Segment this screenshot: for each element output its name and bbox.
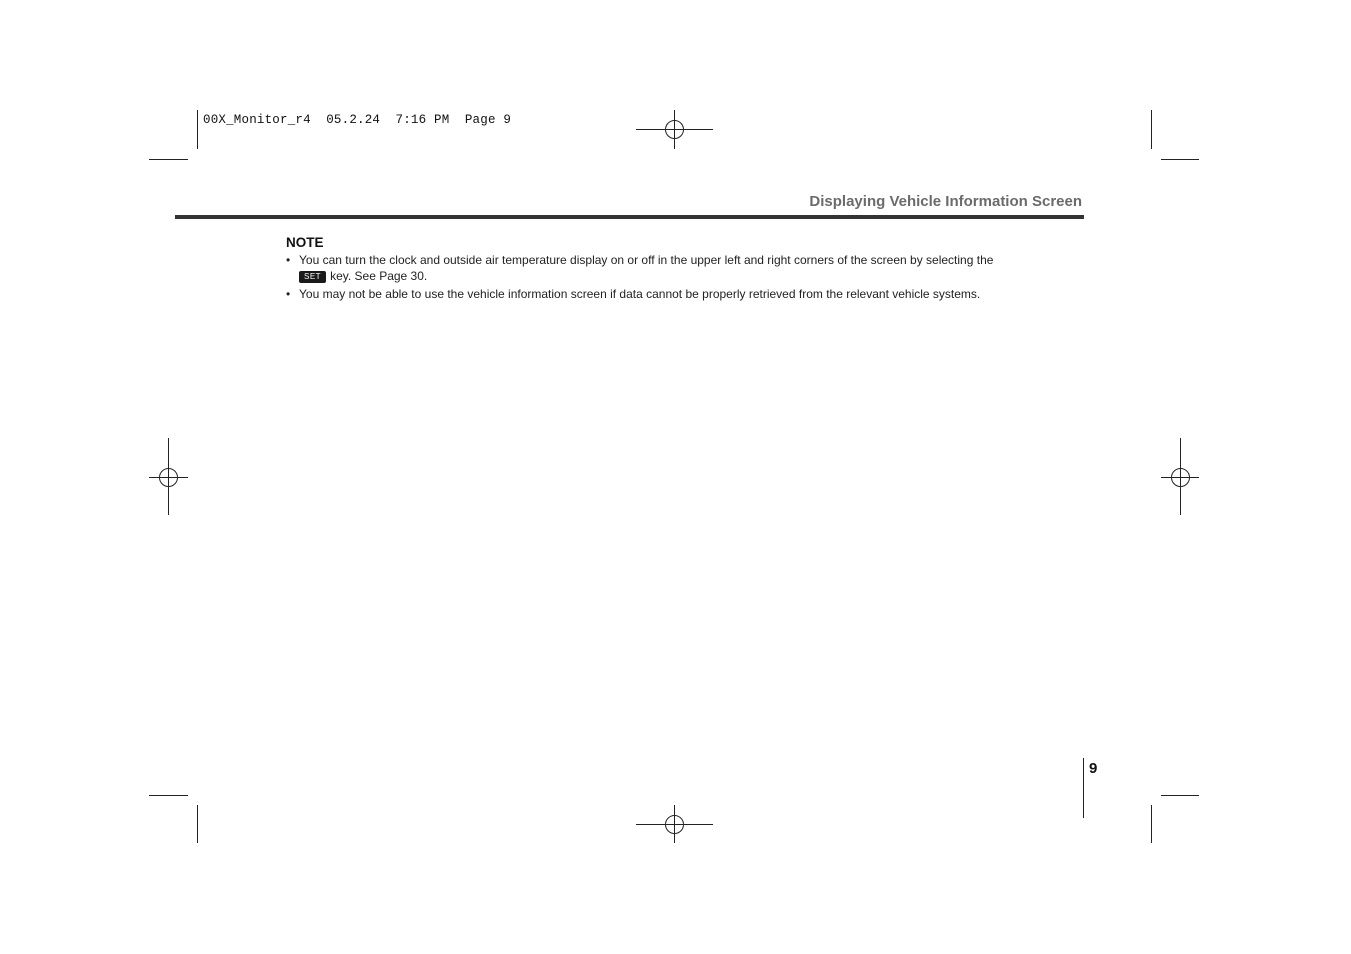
section-title: Displaying Vehicle Information Screen bbox=[809, 193, 1082, 210]
list-item bbox=[286, 286, 1058, 302]
note-list bbox=[286, 252, 1058, 304]
crop-mark bbox=[149, 795, 188, 796]
crop-mark bbox=[149, 159, 188, 160]
note-text: You can turn the clock and outside air temperature display on or off in the upper left and right corners of the screen by selecting the bbox=[299, 253, 994, 267]
crop-mark bbox=[197, 805, 198, 843]
printer-slug: 00X_Monitor_r4 05.2.24 7:16 PM Page 9 bbox=[203, 113, 512, 127]
set-key-icon: SET bbox=[299, 271, 326, 283]
page-number: 9 bbox=[1089, 760, 1098, 777]
bullet: • bbox=[286, 287, 291, 301]
note-heading: NOTE bbox=[286, 235, 324, 250]
crop-mark bbox=[1161, 795, 1199, 796]
bullet: • bbox=[286, 253, 291, 267]
note-text: You may not be able to use the vehicle information screen if data cannot be properly retrieved from the relevant vehicle systems. bbox=[299, 287, 981, 301]
header-rule bbox=[175, 215, 1084, 219]
crop-mark bbox=[1161, 159, 1199, 160]
page-number-rule bbox=[1083, 758, 1084, 818]
crop-mark bbox=[197, 110, 198, 149]
note-text: key. See Page 30. bbox=[330, 269, 428, 283]
crop-mark bbox=[1151, 805, 1152, 843]
crop-mark bbox=[1151, 110, 1152, 149]
list-item bbox=[286, 252, 1058, 284]
